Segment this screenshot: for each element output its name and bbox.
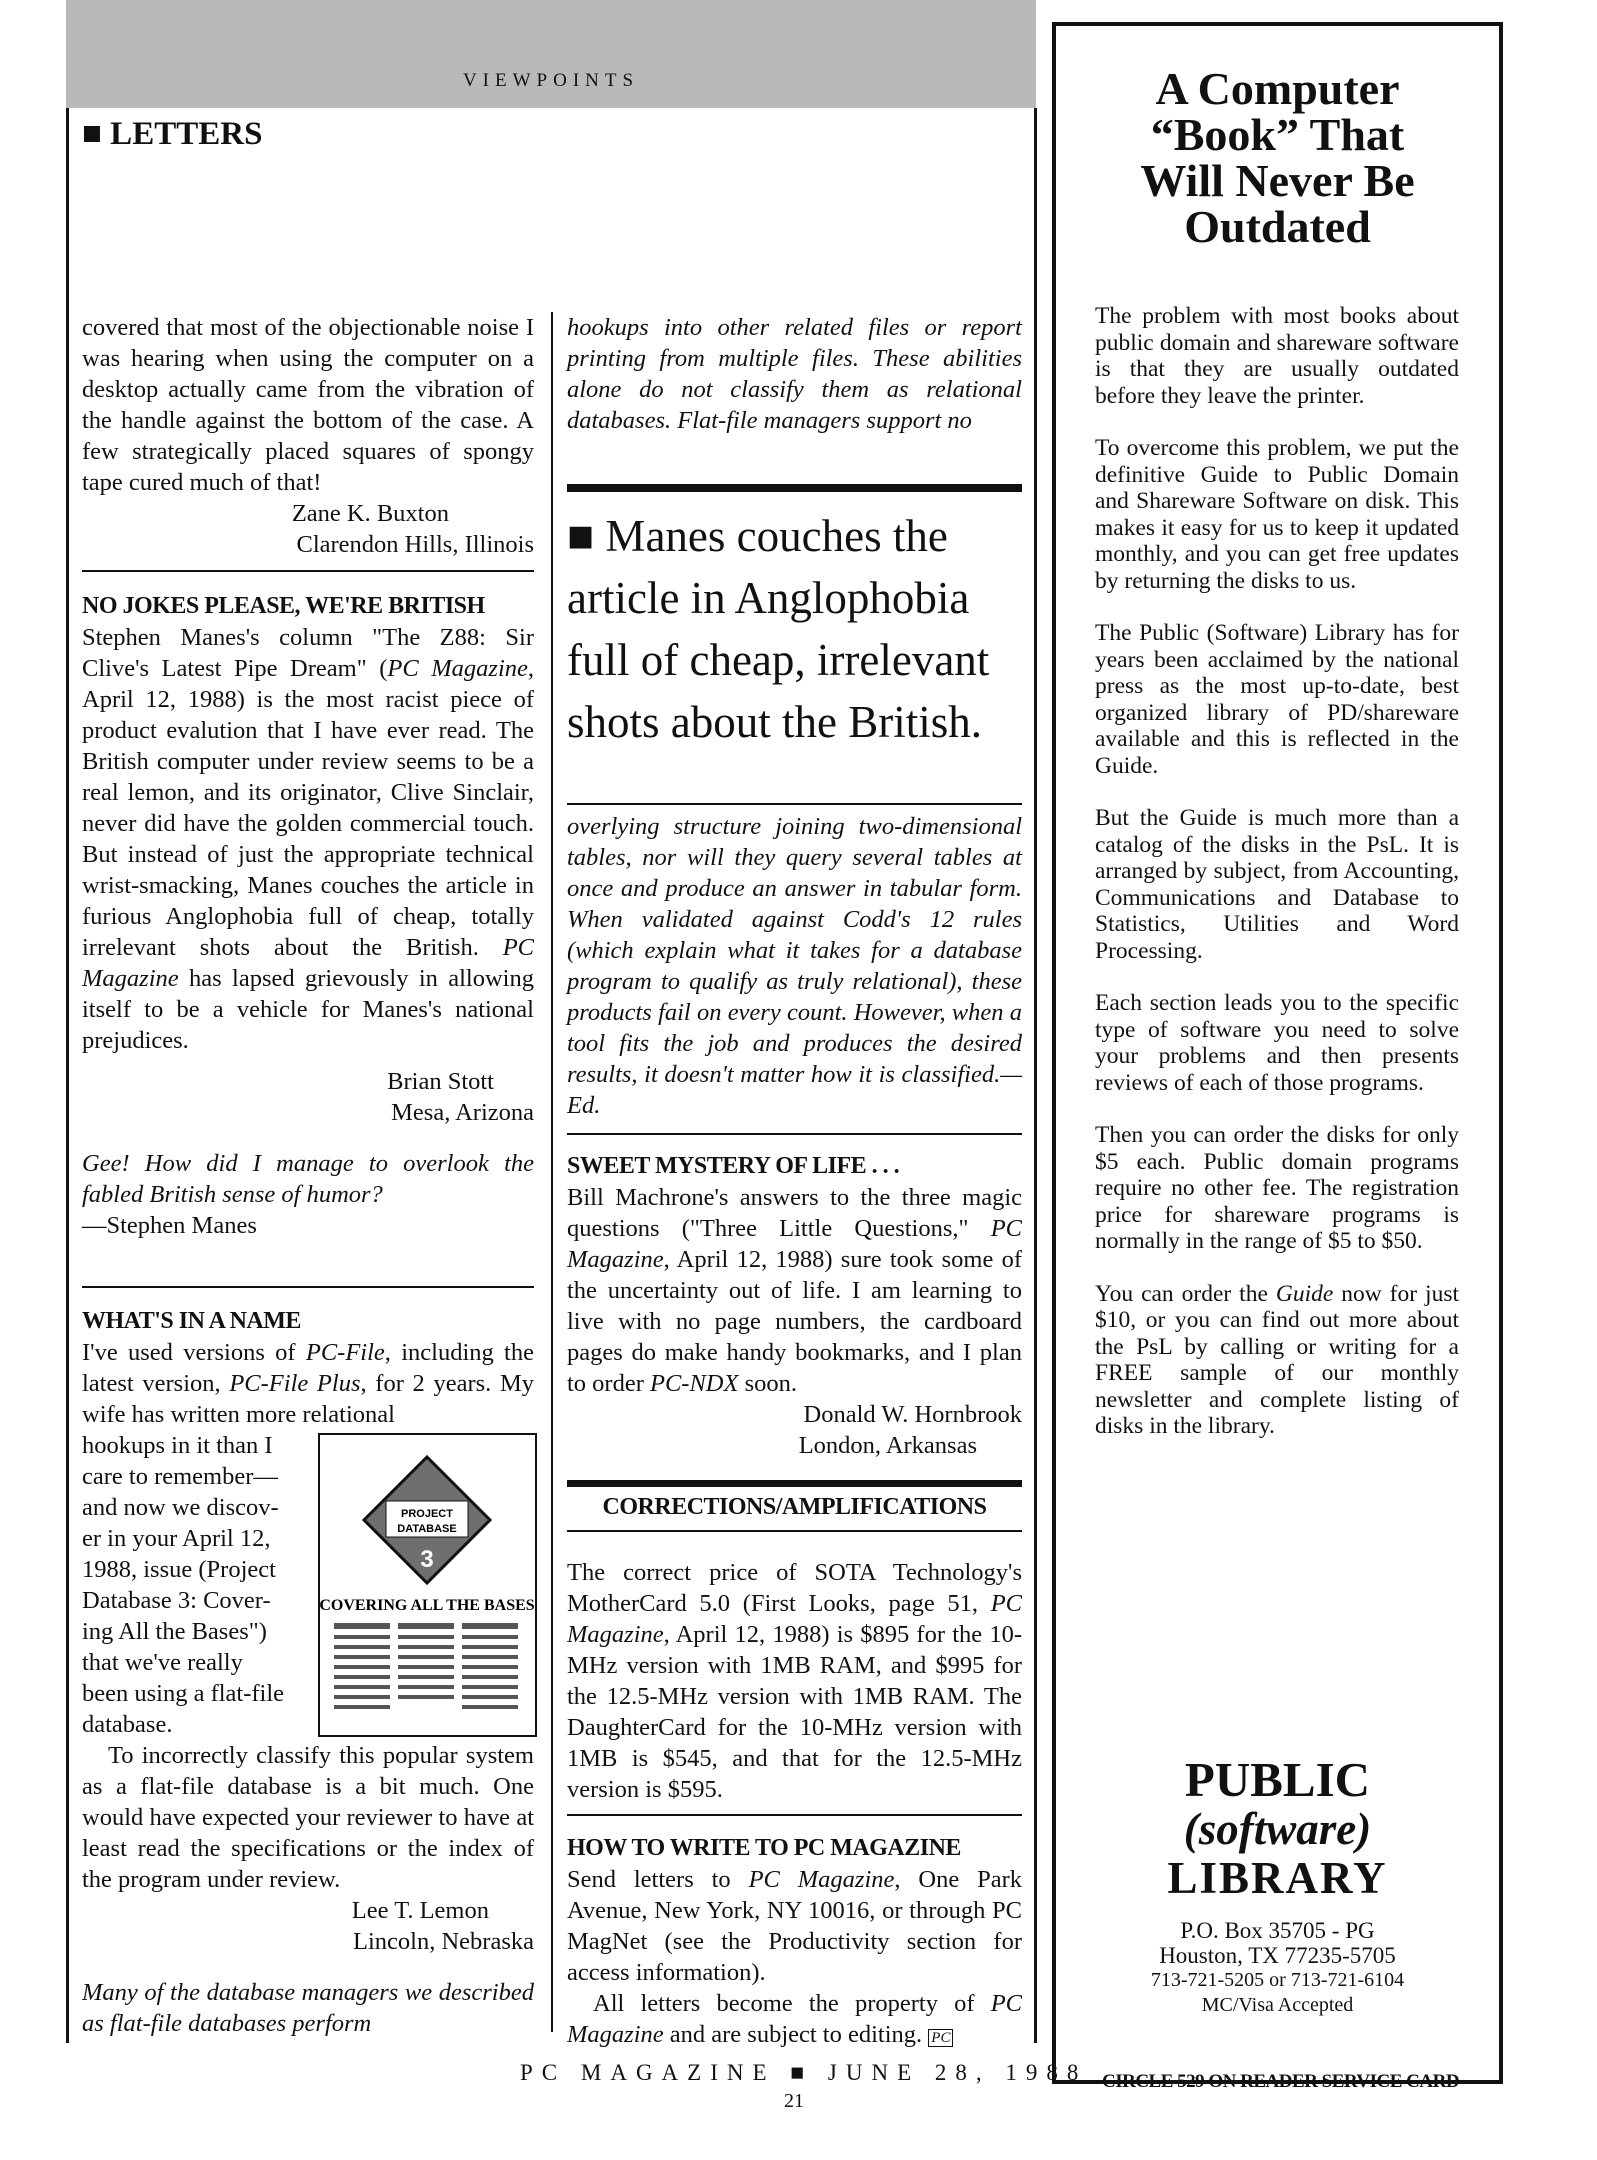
text: now for just $10, or you can find out more about the PsL by calling or writing for a FREE sample of our monthly newsletter and complete listing of disks in the library. [1095, 1280, 1459, 1439]
text-line: database. [82, 1711, 173, 1738]
ad-address [1052, 1918, 1503, 2018]
end-mark-icon: PC [928, 2029, 953, 2047]
text: Stephen Manes's column "The Z88: Sir Clive's Latest Pipe Dream" ( [82, 624, 534, 682]
editor-reply: hookups into other related files or report printing from multiple files. These abilities alone do not classify them as relational databases. Flat-file managers support no [567, 314, 1022, 434]
text-line: 1988, issue (Project [82, 1556, 276, 1583]
badge-line: DATABASE [397, 1523, 457, 1535]
text-line: care to remember— [82, 1463, 278, 1490]
page-number: 21 [784, 2090, 804, 2112]
editor-reply: Many of the database managers we described as flat-file databases perform [82, 1979, 534, 2037]
text-line: and now we discov- [82, 1494, 279, 1521]
headline-line: Outdated [1184, 201, 1371, 252]
letter-heading: HOW TO WRITE TO PC MAGAZINE [567, 1835, 961, 1861]
article-thumbnail [318, 1433, 537, 1737]
product-name: PC-File [305, 1339, 385, 1366]
publication-name: PC Magazine [82, 934, 534, 992]
text: , April 12, 1988) sure took some of the uncertainty out of life. I am learning to live with no page numbers, the cardboard pages do make handy bookmarks, and I plan to order [567, 1246, 1022, 1397]
divider [567, 1133, 1022, 1135]
text-line: er in your April 12, [82, 1525, 271, 1552]
correction-paragraph [567, 1557, 1022, 1805]
pull-quote: ■ Manes couches the article in Anglophobia full of cheap, irrelevant shots about the British. [567, 511, 990, 747]
brand-line: (software) [1183, 1804, 1372, 1854]
divider [567, 803, 1022, 805]
publication-name: PC Magazine [567, 1590, 1022, 1648]
ad-paragraph: To overcome this problem, we put the definitive Guide to Public Domain and Shareware Software on disk. This makes it easy for us to keep it updated monthly, and you can get free updates by returning the disks to us. [1095, 435, 1459, 594]
signature-place: Lincoln, Nebraska [353, 1928, 534, 1955]
thumbnail-caption: COVERING ALL THE BASES [320, 1597, 535, 1614]
letter-heading: SWEET MYSTERY OF LIFE . . . [567, 1153, 900, 1179]
letters-column-2c [567, 1151, 1022, 1461]
publication-name: PC Magazine [567, 1990, 1022, 2048]
brand-line: PUBLIC [1184, 1752, 1371, 1807]
text: You can order the [1095, 1280, 1276, 1307]
address-line: P.O. Box 35705 - PG [1180, 1918, 1375, 1943]
divider [82, 1286, 534, 1288]
letter-heading: WHAT'S IN A NAME [82, 1308, 301, 1334]
footer-magazine: PC MAGAZINE ■ JUNE 28, 1988 [520, 2060, 1088, 2085]
text-line: ing All the Bases") [82, 1618, 267, 1645]
letter-paragraph [82, 622, 534, 1056]
pullquote-rule [567, 484, 1022, 492]
signature-place: Clarendon Hills, Illinois [296, 531, 534, 558]
text-line: that we've really [82, 1649, 243, 1676]
signature-name: Lee T. Lemon [351, 1897, 489, 1924]
divider [82, 570, 534, 572]
letters-column-2b [567, 811, 1022, 1121]
signature-name: Brian Stott [387, 1068, 494, 1095]
text: I've used versions of [82, 1339, 306, 1366]
text: and are subject to editing. [663, 2021, 923, 2048]
text: , One Park Avenue, New York, NY 10016, or through PC MagNet (see the Productivity section for access information). [567, 1866, 1022, 1986]
headline-line: “Book” That [1150, 109, 1405, 160]
brand-logo [1052, 1754, 1503, 1904]
signature-name: Zane K. Buxton [291, 500, 449, 527]
ad-paragraph: Each section leads you to the specific type of software you need to solve your problems and then presents reviews of each of those programs. [1095, 990, 1459, 1096]
badge-number: 3 [420, 1546, 434, 1573]
text: All letters become the property of [593, 1990, 991, 2017]
wrapped-lines [82, 1430, 304, 1740]
letter-paragraph [567, 1182, 1022, 1399]
text: , April 12, 1988) is $895 for the 10-MHz version with 1MB RAM, and $995 for the 12.5-MHz version with 1MB RAM. The DaughterCard for the 10-MHz version with 1MB is $545, and that for the 12.5-MHz version is $595. [567, 1621, 1022, 1803]
divider [567, 1530, 1022, 1532]
brand-line: LIBRARY [1167, 1853, 1388, 1903]
corrections-heading: CORRECTIONS/AMPLIFICATIONS [602, 1494, 987, 1520]
headline-line: Will Never Be [1140, 155, 1415, 206]
text: , for 2 years. My wife has written more relational [82, 1370, 535, 1428]
letters-column-1b [82, 591, 534, 1241]
payment-line: MC/Visa Accepted [1201, 1994, 1354, 2016]
text-line: been using a flat-file [82, 1680, 285, 1707]
editor-reply: overlying structure joining two-dimensional tables, nor will they query several tables at once and produce an answer in tabular form. When validated against Codd's 12 rules (which explain what it takes for a database program to qualify as truly relational), these products fail on every count. However, when a tool fits the job and produces the desired results, it doesn't matter how it is classified.—Ed. [567, 813, 1022, 1119]
page-title: ■ LETTERS [82, 116, 263, 152]
info-paragraph [567, 1988, 1022, 2054]
text-line: hookups in it than I [82, 1432, 273, 1459]
headline-line: A Computer [1155, 63, 1400, 114]
section-title: VIEWPOINTS [462, 70, 640, 91]
text-line: Database 3: Cover- [82, 1587, 271, 1614]
letters-column-1 [82, 312, 534, 560]
right-border-rule [1034, 108, 1037, 2043]
ad-paragraph: The Public (Software) Library has for years been acclaimed by the national press as the most up-to-date, best organized library of PD/shareware available and this is reflected in the Guide. [1095, 620, 1459, 779]
reader-service-note: CIRCLE 529 ON READER SERVICE CARD [1102, 2071, 1460, 2092]
ad-paragraph: But the Guide is much more than a catalog of the disks in the PsL. It is arranged by subject, from Accounting, Communications and Database to Statistics, Utilities and Word Processing. [1095, 805, 1459, 964]
badge-line: PROJECT [401, 1508, 453, 1520]
left-border-rule [66, 108, 69, 2043]
ad-paragraph: The problem with most books about public domain and shareware software is that they are usually outdated before they leave the printer. [1095, 303, 1459, 409]
how-to-write [567, 1833, 1022, 2054]
letter-paragraph: covered that most of the objectionable noise I was hearing when using the computer on a desktop actually came from the vibration of the handle against the bottom of the case. A few strategically placed squares of spongy tape cured much of that! [82, 314, 534, 496]
ad-paragraph [1095, 1281, 1459, 1440]
info-paragraph [567, 1864, 1022, 1988]
product-name: Guide [1275, 1280, 1334, 1307]
text: , April 12, 1988) is the most racist piece of product evalution that I have ever read. The British computer under review seems to be a real lemon, and its originator, Clive Sinclair, never did have the golden commercial touch. But instead of just the appropriate technical wrist-smacking, Manes couches the article in furious Anglophobia full of cheap, totally irrelevant shots about the British. [82, 655, 534, 961]
corrections-rule [567, 1480, 1022, 1487]
signature-place: London, Arkansas [798, 1432, 977, 1459]
phone-line: 713-721-5205 or 713-721-6104 [1150, 1969, 1405, 1991]
text: , including the latest version, [82, 1339, 534, 1397]
letter-paragraph: To incorrectly classify this popular system as a flat-file database is a bit much. One would have expected your reviewer to have at least read the specifications or the index of the program under review. [82, 1742, 534, 1893]
ad-headline [1060, 63, 1495, 252]
publication-name: PC Magazine [748, 1866, 895, 1893]
corrections-body [567, 1557, 1022, 1805]
editor-reply: Gee! How did I manage to overlook the fabled British sense of humor? [82, 1150, 534, 1208]
signature-place: Mesa, Arizona [391, 1099, 534, 1126]
letters-column-2 [567, 312, 1022, 436]
column-rule [551, 312, 553, 2032]
product-name: PC-File Plus [229, 1370, 361, 1397]
ad-body [1095, 303, 1459, 1466]
ad-paragraph: Then you can order the disks for only $5 each. Public domain programs require no other fee. The registration price for shareware programs is normally in the range of $5 to $50. [1095, 1122, 1459, 1254]
text: Bill Machrone's answers to the three magic questions ("Three Little Questions," [567, 1184, 1022, 1242]
letter-paragraph [82, 1337, 534, 1430]
publication-name: PC Magazine [387, 655, 528, 682]
text: Send letters to [567, 1866, 749, 1893]
project-database-graphic [320, 1435, 535, 1735]
signature-name: Donald W. Hornbrook [803, 1401, 1022, 1428]
text: The correct price of SOTA Technology's MotherCard 5.0 (First Looks, page 51, [567, 1559, 1022, 1617]
text: has lapsed grievously in allowing itself to be a vehicle for Manes's national prejudices. [82, 965, 534, 1054]
publication-name: PC Magazine [567, 1215, 1022, 1273]
product-name: PC-NDX [650, 1370, 739, 1397]
letter-heading: NO JOKES PLEASE, WE'RE BRITISH [82, 593, 485, 619]
text: soon. [738, 1370, 798, 1397]
reply-signature: —Stephen Manes [82, 1212, 257, 1239]
address-line: Houston, TX 77235-5705 [1159, 1943, 1396, 1968]
thumbnail-text-blocks [334, 1623, 518, 1709]
divider [567, 1814, 1022, 1816]
